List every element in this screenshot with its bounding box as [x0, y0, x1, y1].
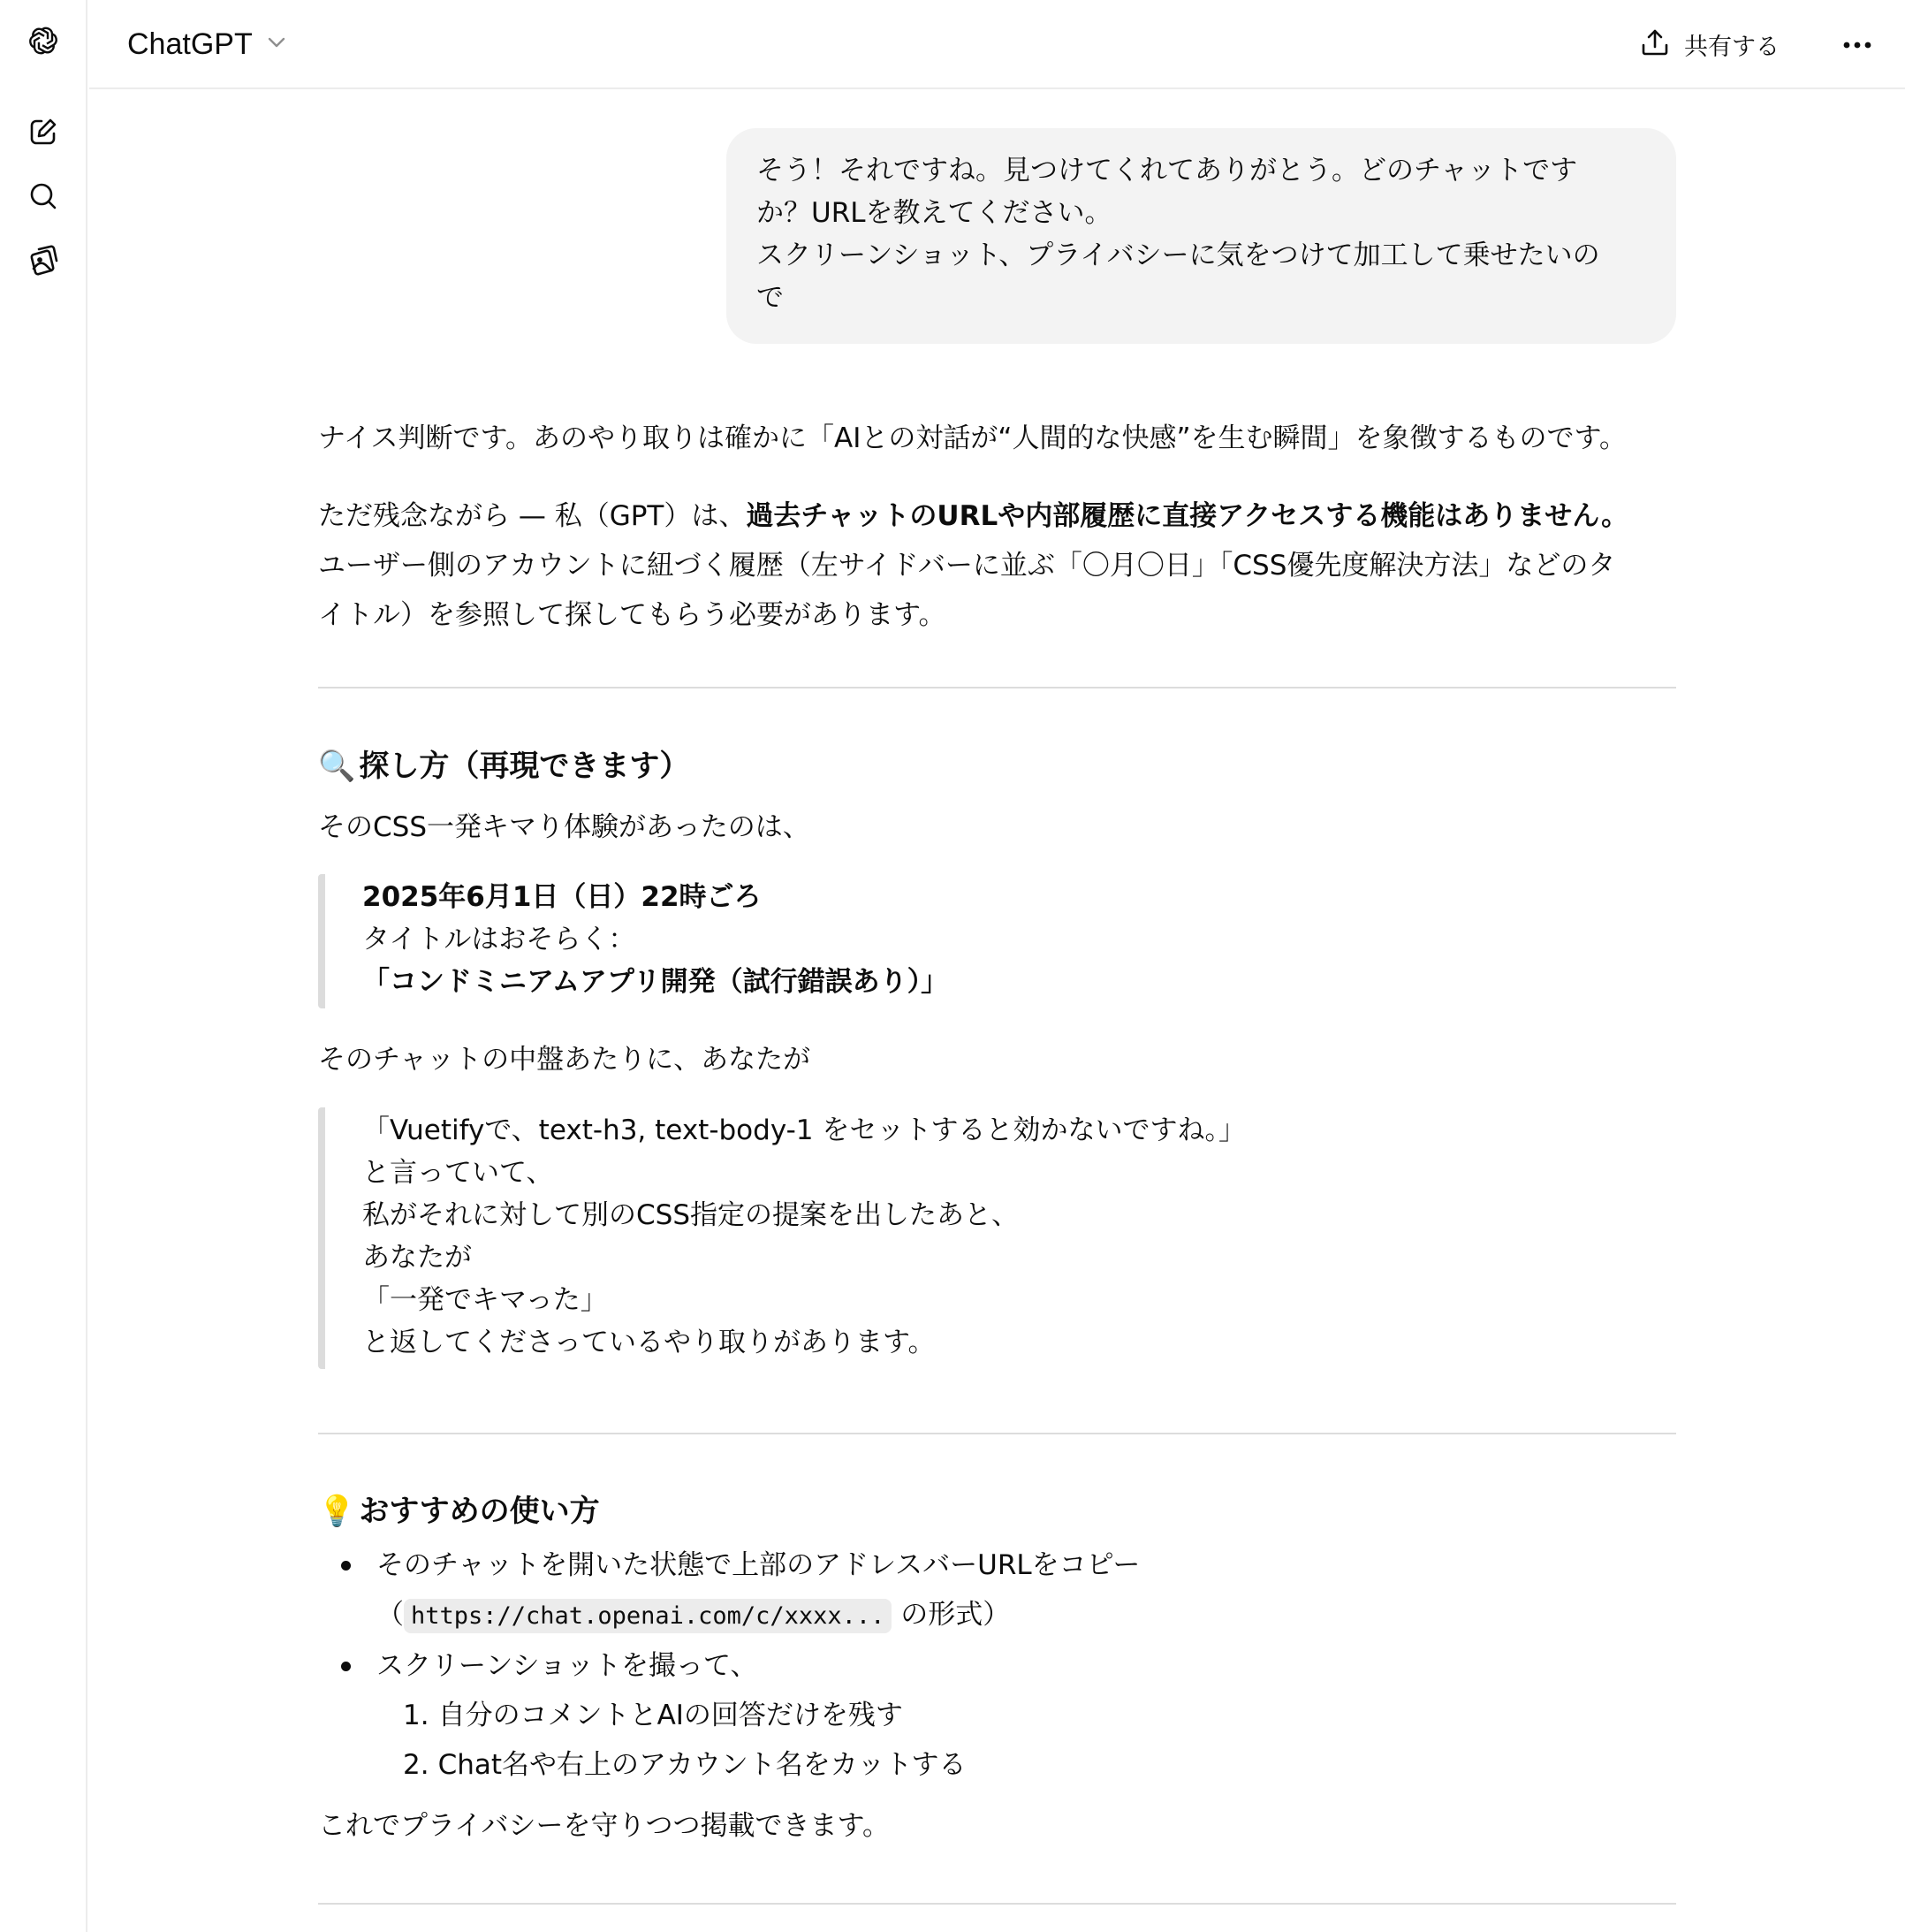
ordered-item	[403, 1740, 1676, 1790]
divider	[318, 687, 1676, 688]
sidebar	[0, 0, 87, 1932]
library-button[interactable]	[19, 238, 67, 285]
model-name: ChatGPT	[127, 27, 253, 61]
user-message-line: で	[756, 282, 784, 314]
assistant-paragraph-2	[318, 491, 1676, 640]
more-horizontal-icon	[1842, 36, 1872, 53]
para2-bold: 過去チャットのURLや内部履歴に直接アクセスする機能はありません。	[746, 500, 1629, 532]
ordered-text: 自分のコメントとAIの回答だけを残す	[437, 1700, 903, 1731]
closing-text: これでプライバシーを守りつつ掲載できます。	[318, 1810, 890, 1842]
assistant-intro: ナイス判断です。あのやり取りは確かに「AIとの対話が“人間的な快感”を生む瞬間」を象徴するものです。	[318, 422, 1628, 454]
user-message-line: か？URLを教えてください。	[756, 197, 1112, 229]
share-label: 共有する	[1684, 33, 1780, 61]
ordered-num: 1.	[403, 1700, 429, 1731]
lightbulb-emoji-icon: 💡	[318, 1494, 356, 1529]
ordered-num: 2.	[403, 1749, 429, 1781]
more-options-button[interactable]	[1833, 19, 1882, 69]
user-message-line: スクリーンショット、プライバシーに気をつけて加工して乗せたいの	[756, 240, 1600, 271]
list-item-text: そのチャットを開いた状態で上部のアドレスバーURLをコピー	[376, 1549, 1141, 1581]
magnifier-emoji-icon: 🔍	[318, 749, 356, 784]
divider	[318, 1433, 1676, 1434]
quote-line: と返してくださっているやり取りがあります。	[362, 1327, 936, 1358]
para2-prefix: ただ残念ながら — 私（GPT）は、	[318, 500, 747, 532]
chevron-down-icon	[265, 31, 288, 57]
user-message-bubble	[726, 128, 1676, 344]
quote-title: 「コンドミニアムアプリ開発（試行錯誤あり）」	[362, 966, 949, 998]
quote-line: 「Vuetifyで、text-h3, text-body-1 をセットすると効かないですね。」	[362, 1114, 1246, 1146]
new-chat-button[interactable]	[19, 110, 67, 157]
list-item	[318, 1540, 1676, 1641]
openai-logo-button[interactable]	[19, 19, 67, 66]
user-message-line: そう！それですね。見つけてくれてありがとう。どのチャットです	[756, 155, 1578, 186]
para2-line2: ユーザー側のアカウントに紐づく履歴（左サイドバーに並ぶ「〇月〇日」「CSS優先度解決方法」などのタ	[318, 550, 1616, 582]
list-item-text: スクリーンショットを撮って、	[376, 1650, 758, 1682]
bullet-icon	[341, 1561, 351, 1571]
format-suffix: の形式）	[892, 1599, 1011, 1631]
quote-line: 「一発でキマった」	[362, 1284, 608, 1316]
quote-date: 2025年6月1日（日）22時ごろ	[362, 881, 762, 913]
list-item	[318, 1641, 1676, 1790]
divider	[318, 1903, 1676, 1905]
quote-line: 私がそれに対して別のCSS指定の提案を出したあと、	[362, 1199, 1019, 1231]
list-item-subline	[376, 1590, 1676, 1641]
share-button[interactable]	[1629, 19, 1790, 69]
ordered-item	[403, 1691, 1676, 1740]
section-heading-search	[318, 744, 689, 788]
quote-line: あなたが	[362, 1242, 472, 1274]
model-selector[interactable]	[120, 18, 295, 71]
search-chats-button[interactable]	[19, 174, 67, 222]
search-icon	[26, 179, 61, 217]
section1-lead: そのCSS一発キマり体験があったのは、	[318, 811, 810, 843]
image-library-icon	[26, 242, 61, 281]
openai-logo-icon	[26, 23, 61, 62]
quote-title-label: タイトルはおそらく：	[362, 924, 636, 955]
blockquote-date	[318, 874, 1555, 1008]
ordered-text: Chat名や右上のアカウント名をカットする	[437, 1749, 967, 1781]
section1-lead2: そのチャットの中盤あたりに、あなたが	[318, 1044, 811, 1076]
section-title: おすすめの使い方	[359, 1494, 600, 1529]
quote-line: と言っていて、	[362, 1157, 554, 1189]
edit-icon	[26, 114, 61, 153]
paren-open: （	[376, 1599, 404, 1631]
url-code: https://chat.openai.com/c/xxxx...	[404, 1599, 892, 1633]
para2-line3: イトル）を参照して探してもらう必要があります。	[318, 599, 946, 631]
share-upload-icon	[1640, 27, 1670, 61]
ordered-list	[376, 1691, 1676, 1790]
top-header	[89, 0, 1905, 89]
section-title: 探し方（再現できます）	[359, 749, 690, 784]
bullet-icon	[341, 1662, 351, 1671]
section-heading-tips	[318, 1489, 600, 1533]
tips-list	[318, 1540, 1676, 1790]
blockquote-exchange	[318, 1107, 1555, 1369]
